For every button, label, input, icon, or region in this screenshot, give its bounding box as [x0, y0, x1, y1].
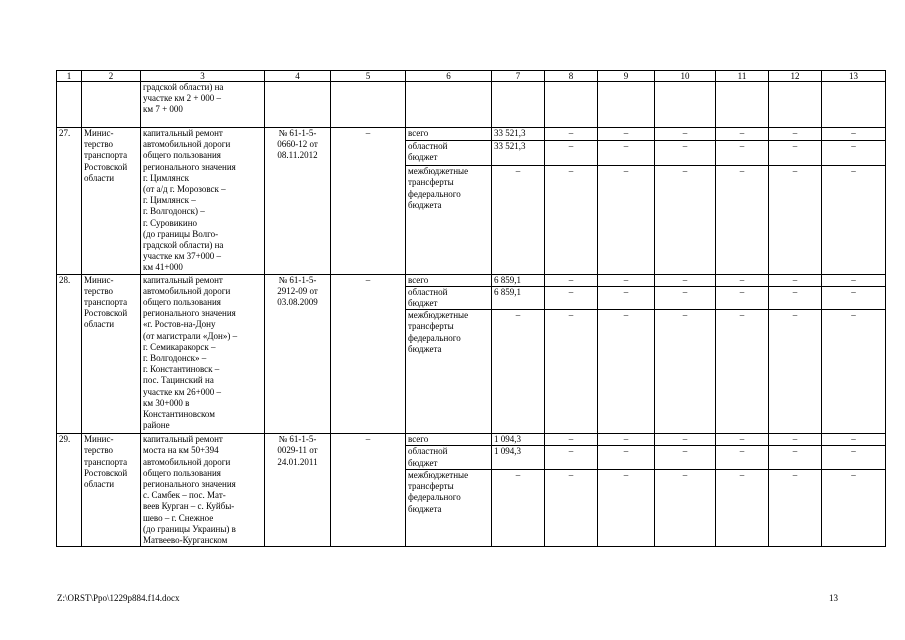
- document-reference: № 61-1-5- 0660-12 от 08.11.2012: [265, 128, 331, 275]
- amount-cell: –: [492, 166, 545, 274]
- item-number: 29.: [57, 434, 82, 547]
- header-cell: 3: [141, 71, 265, 82]
- budget-table: [56, 70, 886, 547]
- value-cell: –: [545, 434, 598, 446]
- customer-name: Минис- терство транспорта Ростовской области: [82, 434, 141, 547]
- object-description: капитальный ремонт моста на км 50+394 автомобильной дороги общего пользования регионального значения с. Самбек – пос. Мат- веев Курган – с. Куйбы- шево – г. Снежное (до границы Украины) в Матвеево-Курганском: [141, 434, 265, 547]
- value-cell: –: [545, 446, 598, 469]
- value-cell: –: [716, 274, 769, 286]
- empty-cell: [406, 82, 492, 128]
- empty-cell: [57, 82, 82, 128]
- value-cell: –: [769, 128, 822, 141]
- value-cell: –: [716, 166, 769, 274]
- header-cell: 10: [655, 71, 716, 82]
- value-cell: –: [822, 446, 886, 469]
- value-cell: –: [545, 274, 598, 286]
- value-cell: –: [716, 434, 769, 446]
- customer-name: Минис- терство транспорта Ростовской области: [82, 128, 141, 275]
- value-cell: –: [822, 166, 886, 274]
- value-cell: –: [769, 274, 822, 286]
- table-row: [57, 274, 886, 286]
- value-cell: –: [545, 141, 598, 166]
- empty-cell: [769, 82, 822, 128]
- object-description: капитальный ремонт автомобильной дороги общего пользования регионального значения «г. Ростов-на-Дону (от магистрали «Дон») – г. Семикаракорск – г. Волгодонск» – г. Константиновск – пос. Тацинский на участке км 26+000 – км 30+000 в Константиновском районе: [141, 274, 265, 434]
- object-description: капитальный ремонт автомобильной дороги общего пользования регионального значения г. Цимлянск (от а/д г. Морозовск – г. Цимлянск – г. Волгодонск) – г. Суровикино (до границы Волго- градской области) на участке км 37+000 – км 41+000: [141, 128, 265, 275]
- value-cell: –: [655, 469, 716, 546]
- empty-cell: [492, 82, 545, 128]
- document-reference: № 61-1-5- 2912-09 от 03.08.2009: [265, 274, 331, 434]
- value-cell: –: [545, 469, 598, 546]
- amount-cell: 33 521,3: [492, 141, 545, 166]
- value-cell: –: [769, 286, 822, 309]
- value-cell: –: [822, 469, 886, 546]
- value-cell: –: [598, 469, 655, 546]
- funding-source: межбюджетные трансферты федерального бюджета: [406, 310, 492, 434]
- amount-cell: 1 094,3: [492, 446, 545, 469]
- value-cell: –: [822, 274, 886, 286]
- amount-cell: –: [492, 310, 545, 434]
- header-cell: 1: [57, 71, 82, 82]
- value-cell: –: [655, 141, 716, 166]
- funding-source: всего: [406, 274, 492, 286]
- empty-cell: [331, 82, 406, 128]
- empty-cell: [598, 82, 655, 128]
- amount-cell: 1 094,3: [492, 434, 545, 446]
- empty-cell: [82, 82, 141, 128]
- column-5-value: –: [331, 274, 406, 434]
- file-path: Z:\ORST\Ppo\1229p884.f14.docx: [57, 593, 180, 603]
- value-cell: –: [822, 310, 886, 434]
- header-cell: 6: [406, 71, 492, 82]
- value-cell: –: [769, 446, 822, 469]
- column-5-value: –: [331, 128, 406, 275]
- value-cell: –: [545, 310, 598, 434]
- value-cell: –: [598, 128, 655, 141]
- funding-source: областной бюджет: [406, 286, 492, 309]
- amount-cell: 6 859,1: [492, 286, 545, 309]
- value-cell: –: [598, 286, 655, 309]
- value-cell: –: [545, 286, 598, 309]
- funding-source: областной бюджет: [406, 446, 492, 469]
- funding-source: областной бюджет: [406, 141, 492, 166]
- header-row: [57, 71, 886, 82]
- amount-cell: 6 859,1: [492, 274, 545, 286]
- amount-cell: 33 521,3: [492, 128, 545, 141]
- value-cell: –: [655, 128, 716, 141]
- header-cell: 12: [769, 71, 822, 82]
- funding-source: межбюджетные трансферты федерального бюджета: [406, 469, 492, 546]
- funding-source: всего: [406, 128, 492, 141]
- value-cell: –: [716, 141, 769, 166]
- value-cell: –: [598, 141, 655, 166]
- customer-name: Минис- терство транспорта Ростовской области: [82, 274, 141, 434]
- value-cell: –: [769, 141, 822, 166]
- value-cell: –: [769, 469, 822, 546]
- value-cell: –: [716, 469, 769, 546]
- value-cell: –: [655, 286, 716, 309]
- value-cell: –: [598, 274, 655, 286]
- value-cell: –: [598, 166, 655, 274]
- empty-cell: [716, 82, 769, 128]
- header-cell: 2: [82, 71, 141, 82]
- value-cell: –: [545, 128, 598, 141]
- document-reference: № 61-1-5- 0029-11 от 24.01.2011: [265, 434, 331, 547]
- header-cell: 5: [331, 71, 406, 82]
- table-row: [57, 128, 886, 141]
- item-number: 28.: [57, 274, 82, 434]
- funding-source: всего: [406, 434, 492, 446]
- value-cell: –: [716, 128, 769, 141]
- value-cell: –: [822, 128, 886, 141]
- empty-cell: [655, 82, 716, 128]
- value-cell: –: [598, 446, 655, 469]
- value-cell: –: [769, 310, 822, 434]
- object-description: градской области) на участке км 2 + 000 – км 7 + 000: [141, 82, 265, 128]
- header-cell: 13: [822, 71, 886, 82]
- item-number: 27.: [57, 128, 82, 275]
- empty-cell: [265, 82, 331, 128]
- value-cell: –: [655, 446, 716, 469]
- value-cell: –: [716, 446, 769, 469]
- header-cell: 7: [492, 71, 545, 82]
- value-cell: –: [822, 286, 886, 309]
- value-cell: –: [655, 434, 716, 446]
- value-cell: –: [655, 166, 716, 274]
- header-cell: 11: [716, 71, 769, 82]
- value-cell: –: [716, 286, 769, 309]
- empty-cell: [545, 82, 598, 128]
- value-cell: –: [716, 310, 769, 434]
- value-cell: –: [655, 274, 716, 286]
- value-cell: –: [769, 166, 822, 274]
- carryover-row: [57, 82, 886, 128]
- value-cell: –: [598, 310, 655, 434]
- value-cell: –: [545, 166, 598, 274]
- empty-cell: [822, 82, 886, 128]
- amount-cell: –: [492, 469, 545, 546]
- column-5-value: –: [331, 434, 406, 547]
- header-cell: 8: [545, 71, 598, 82]
- header-cell: 9: [598, 71, 655, 82]
- header-cell: 4: [265, 71, 331, 82]
- value-cell: –: [598, 434, 655, 446]
- page-number: 13: [829, 593, 838, 603]
- value-cell: –: [822, 141, 886, 166]
- value-cell: –: [822, 434, 886, 446]
- value-cell: –: [655, 310, 716, 434]
- funding-source: межбюджетные трансферты федерального бюджета: [406, 166, 492, 274]
- value-cell: –: [769, 434, 822, 446]
- table-row: [57, 434, 886, 446]
